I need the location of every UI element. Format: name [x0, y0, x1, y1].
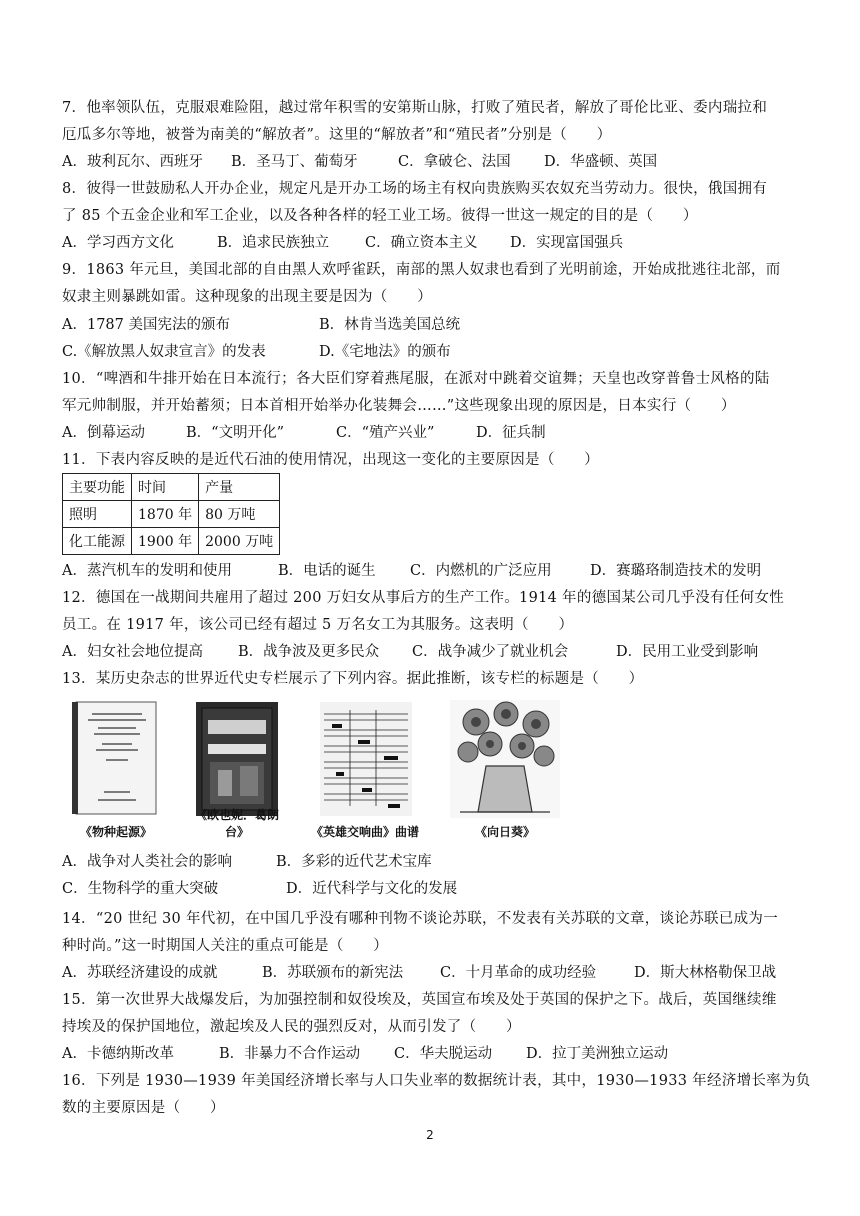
- q9-stem-line1: 9．1863 年元旦，美国北部的自由黑人欢呼雀跃，南部的黑人奴隶也看到了光明前途，开始成批逃往北部，而: [62, 262, 781, 278]
- q9-option-a: A．1787 美国宪法的颁布: [62, 317, 230, 333]
- sunflowers-painting-image: [450, 700, 560, 818]
- q8-stem-line1: 8．彼得一世鼓励私人开办企业，规定凡是开办工场的场主有权向贵族购买农奴充当劳动力。很快，俄国拥有: [62, 181, 768, 197]
- q16-stem-line1: 16．下列是 1930—1939 年美国经济增长率与人口失业率的数据统计表，其中，1930—1933 年经济增长率为负: [62, 1073, 811, 1089]
- q14-stem-line2: 种时尚。”这一时期国人关注的重点可能是（ ）: [62, 938, 389, 954]
- caption-eroica-score: 《英雄交响曲》曲谱: [310, 825, 419, 839]
- q7-option-d: D．华盛顿、英国: [544, 154, 658, 170]
- q9-stem-line2: 奴隶主则暴跳如雷。这种现象的出现主要是因为（ ）: [62, 289, 432, 305]
- q11-option-d: D．赛璐珞制造技术的发明: [590, 563, 762, 579]
- q14-option-a: A．苏联经济建设的成就: [62, 965, 218, 981]
- q10-stem-line1: 10．“啤酒和牛排开始在日本流行；各大臣们穿着燕尾服，在派对中跳着交谊舞；天皇也改穿普鲁士风格的陆: [62, 371, 770, 387]
- q7-option-a: A．玻利瓦尔、西班牙: [62, 154, 203, 170]
- q8-option-b: B．追求民族独立: [217, 235, 330, 251]
- q15-option-b: B．非暴力不合作运动: [219, 1046, 361, 1062]
- q12-option-a: A．妇女社会地位提高: [62, 644, 203, 660]
- q13-figures: [70, 700, 590, 840]
- q8-stem-line2: 了 85 个五金企业和军工企业，以及各种各样的轻工业工场。彼得一世这一规定的目的是（ ）: [62, 208, 698, 224]
- q8-option-c: C．确立资本主义: [365, 235, 478, 251]
- q9-option-b: B．林肯当选美国总统: [319, 317, 461, 333]
- table-cell: 1870 年: [132, 501, 199, 528]
- q14-stem-line1: 14．“20 世纪 30 年代初，在中国几乎没有哪种刊物不谈论苏联，不发表有关苏联的文章，谈论苏联已成为一: [62, 911, 778, 927]
- table-row: [63, 528, 280, 555]
- q10-option-b: B．“文明开化”: [186, 425, 284, 441]
- q7-stem-line1: 7．他率领队伍，克服艰难险阻，越过常年积雪的安第斯山脉，打败了殖民者，解放了哥伦比亚、委内瑞拉和: [62, 100, 768, 116]
- q11-stem-line1: 11．下表内容反映的是近代石油的使用情况，出现这一变化的主要原因是（ ）: [62, 452, 600, 468]
- table-header-cell: 主要功能: [63, 474, 132, 501]
- q11-option-a: A．蒸汽机车的发明和使用: [62, 563, 232, 579]
- q13-figure-sunflowers: [450, 700, 560, 840]
- q12-stem-line1: 12．德国在一战期间共雇用了超过 200 万妇女从事后方的生产工作。1914 年的德国某公司几乎没有任何女性: [62, 590, 785, 606]
- table-header-cell: 时间: [132, 474, 199, 501]
- q13-option-b: B．多彩的近代艺术宝库: [276, 854, 432, 870]
- q10-option-d: D．征兵制: [476, 425, 546, 441]
- q7-option-c: C．拿破仑、法国: [398, 154, 511, 170]
- novel-cover-image: [188, 700, 286, 818]
- q13-figure-eroica-score: [306, 700, 424, 840]
- q13-figure-eugenie-grandet: [188, 700, 286, 840]
- q14-option-b: B．苏联颁布的新宪法: [262, 965, 404, 981]
- q10-stem-line2: 军元帅制服，并开始蓄须；日本首相开始举办化装舞会……”这些现象出现的原因是，日本实行（ ）: [62, 398, 736, 414]
- q12-option-c: C．战争减少了就业机会: [412, 644, 569, 660]
- table-cell: 2000 万吨: [199, 528, 280, 555]
- book-cover-image: [70, 700, 162, 818]
- table-cell: 照明: [63, 501, 132, 528]
- q11-option-b: B．电话的诞生: [278, 563, 376, 579]
- q15-stem-line2: 持埃及的保护国地位，激起埃及人民的强烈反对，从而引发了（ ）: [62, 1019, 521, 1035]
- caption-sunflowers: 《向日葵》: [474, 825, 535, 839]
- caption-origin-of-species: 《物种起源》: [79, 825, 152, 839]
- table-cell: 80 万吨: [199, 501, 280, 528]
- q15-option-d: D．拉丁美洲独立运动: [526, 1046, 669, 1062]
- q12-option-b: B．战争波及更多民众: [238, 644, 380, 660]
- q9-option-d: D.《宅地法》的颁布: [319, 344, 451, 360]
- q7-option-b: B．圣马丁、葡萄牙: [231, 154, 358, 170]
- q15-option-c: C．华夫脱运动: [394, 1046, 493, 1062]
- q7-stem-line2: 厄瓜多尔等地，被誉为南美的“解放者”。这里的“解放者”和“殖民者”分别是（ ）: [62, 127, 612, 143]
- music-score-image: [306, 700, 424, 818]
- table-cell: 化工能源: [63, 528, 132, 555]
- q13-option-d: D．近代科学与文化的发展: [286, 881, 458, 897]
- table-cell: 1900 年: [132, 528, 199, 555]
- q10-option-c: C．“殖产兴业”: [336, 425, 435, 441]
- table-row: [63, 474, 280, 501]
- q12-stem-line2: 员工。在 1917 年，该公司已经有超过 5 万名女工为其服务。这表明（ ）: [62, 617, 574, 633]
- table-header-cell: 产量: [199, 474, 280, 501]
- q13-figure-origin-of-species: [70, 700, 162, 840]
- oil-usage-table: [62, 473, 280, 555]
- q9-option-c: C.《解放黑人奴隶宣言》的发表: [62, 344, 266, 360]
- caption-eugenie-grandet: 《欧也妮．葛朗台》: [194, 808, 279, 839]
- q10-option-a: A．倒幕运动: [62, 425, 145, 441]
- q13-option-c: C．生物科学的重大突破: [62, 881, 219, 897]
- q11-option-c: C．内燃机的广泛应用: [410, 563, 552, 579]
- q13-option-a: A．战争对人类社会的影响: [62, 854, 232, 870]
- q16-stem-line2: 数的主要原因是（ ）: [62, 1100, 225, 1116]
- table-row: [63, 501, 280, 528]
- q14-option-d: D．斯大林格勒保卫战: [634, 965, 777, 981]
- q12-option-d: D．民用工业受到影响: [616, 644, 759, 660]
- q8-option-d: D．实现富国强兵: [510, 235, 624, 251]
- q14-option-c: C．十月革命的成功经验: [440, 965, 597, 981]
- q15-stem-line1: 15．第一次世界大战爆发后，为加强控制和奴役埃及，英国宣布埃及处于英国的保护之下。战后，英国继续维: [62, 992, 777, 1008]
- q13-stem-line1: 13．某历史杂志的世界近代史专栏展示了下列内容。据此推断，该专栏的标题是（ ）: [62, 671, 644, 687]
- q8-option-a: A．学习西方文化: [62, 235, 174, 251]
- page-number: 2: [426, 1128, 434, 1142]
- q15-option-a: A．卡德纳斯改革: [62, 1046, 174, 1062]
